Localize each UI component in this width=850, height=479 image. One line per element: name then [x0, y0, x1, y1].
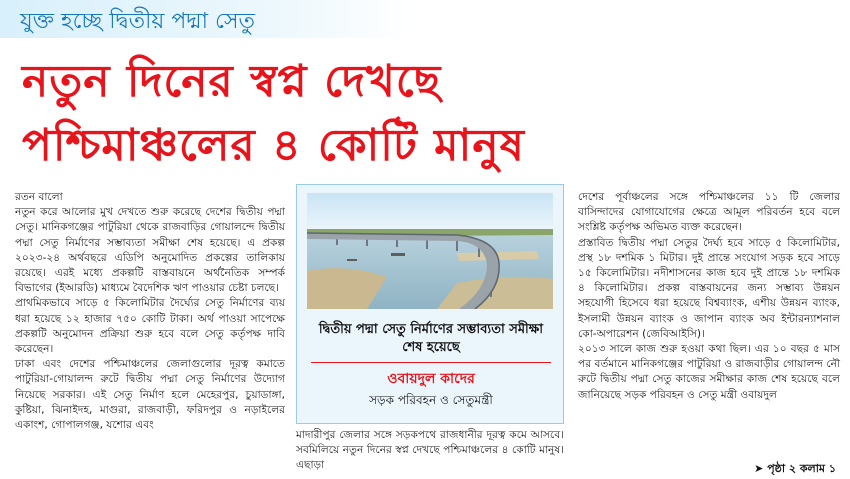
paragraph: নতুন করে আলোর মুখ দেখতে শুরু করেছে দেশের দ্বিতীয় পদ্মা সেতু। মানিকগঞ্জের পাটুরিয়া থেকে রাজবাড়ির গোয়ালন্দে দ্বিতীয় পদ্মা সেতু নির্মাণের সম্ভাব্যতা সমীক্ষা শেষ হয়েছে। এ প্রকল্প ২০২৩-২৪ অর্থবছরে এডিপি অনুমোদিত প্রকল্পের তালিকায় রয়েছে। এরই মধ্যে প্রকল্পটি বাস্তবায়নে অর্থনৈতিক সম্পর্ক বিভাগের (ইআরডি) মাধ্যমে বৈদেশিক ঋণ পাওয়ার চেষ্টা চলছে।	[15, 206, 285, 295]
article-column-left	[15, 190, 285, 433]
paragraph: দেশের পূর্বাঞ্চলের সঙ্গে পশ্চিমাঞ্চলের ১১ টি জেলার বাসিন্দাদের যোগাযোগের ক্ষেত্রে আমূল পরিবর্তন হবে বলে সংশ্লিষ্ট কর্তৃপক্ষ অভিমত ব্যক্ত করেছেন।	[578, 191, 840, 234]
bridge-illustration	[307, 193, 553, 309]
kicker-text: যুক্ত হচ্ছে দ্বিতীয় পদ্মা সেতু	[20, 9, 255, 34]
quote-attribution-title: সড়ক পরিবহন ও সেতুমন্ত্রী	[369, 393, 493, 407]
quote-divider	[311, 362, 551, 363]
headline-line-1: নতুন দিনের স্বপ্ন দেখছে	[22, 56, 442, 107]
paragraph: প্রাথমিকভাবে সাড়ে ৫ কিলোমিটার দৈর্ঘ্যের সেতু নির্মাণের ব্যয় ধরা হয়েছে ১২ হাজার ৭৫০ কোটি টাকা। অর্থ পাওয়া সাপেক্ষে প্রকল্পটি অনুমোদন প্রক্রিয়া শুরু হবে বলে সেতু কর্তৃপক্ষ দাবি করেছেন।	[15, 297, 285, 356]
quote-attribution-name: ওবায়দুল কাদের	[387, 371, 475, 387]
byline: রতন বালো	[15, 191, 63, 203]
continued-on-page-2: ➤ পৃষ্ঠা ২ কলাম ১	[754, 462, 836, 475]
paragraph: ঢাকা এবং দেশের পশ্চিমাঞ্চলের জেলাগুলোর দূরত্ব কমাতে পাটুরিয়া-গোয়ালন্দ রুটে দ্বিতীয় পদ্মা সেতু নির্মাণের উদ্যোগ নিয়েছে সরকার। এই সেতু নির্মাণ হলে মেহেরপুর, চুয়াডাঙ্গা, কুষ্টিয়া, ঝিনাইদহ, মাগুরা, রাজবাড়ী, ফরিদপুর ও নড়াইলের একাংশ, গোপালগঞ্জ, যশোর এবং	[15, 358, 285, 432]
paragraph: মাদারীপুর জেলার সঙ্গে সড়কপথে রাজধানীর দূরত্ব কমে আসবে। সবমিলিয়ে নতুন দিনের স্বপ্ন দেখছে পশ্চিমাঞ্চলের ৪ কোটি মানুষ। এছাড়া	[296, 429, 564, 472]
kicker-banner	[0, 0, 410, 38]
pull-quote: দ্বিতীয় পদ্মা সেতু নির্মাণের সম্ভাব্যতা সমীক্ষা শেষ হয়েছে	[318, 322, 544, 355]
article-column-middle	[296, 428, 564, 474]
paragraph: প্রস্তাবিত দ্বিতীয় পদ্মা সেতুর দৈর্ঘ্য হবে সাড়ে ৫ কিলোমিটার, প্রস্থ ১৮ দশমিক ১ মিটার। দুই প্রান্তে সংযোগ সড়ক হবে সাড়ে ১৫ কিলোমিটার। নদীশাসনের কাজ হবে দুই প্রান্তে ১৮ দশমিক ৪ কিলোমিটার। প্রকল্প বাস্তবায়নের জন্য সম্ভাব্য উন্নয়ন সহযোগী হিসেবে ধরা হয়েছে বিশ্বব্যাংক, এশীয় উন্নয়ন ব্যাংক, ইসলামী উন্নয়ন ব্যাংক ও জাপান ব্যাংক অব ইন্টারন্যাশনাল কো-অপারেশন (জেবিআইসি)।	[578, 236, 840, 340]
bridge-photo	[307, 193, 553, 309]
headline-line-2: পশ্চিমাঞ্চলের ৪ কোটি মানুষ	[22, 120, 525, 171]
feature-box	[296, 184, 564, 424]
article-column-right	[578, 190, 840, 403]
paragraph: ২০১৩ সালে কাজ শুরু হওয়া কথা ছিল। এর ১০ বছর ৫ মাস পর বর্তমানে মানিকগঞ্জের পাটুরিয়া ও রাজবাড়ীর গোয়ালন্দ নৌ রুটে দ্বিতীয় পদ্মা সেতু কাজের সমীক্ষার কাজ শেষ হয়েছে বলে জানিয়েছে সড়ক পরিবহন ও সেতু মন্ত্রী ওবায়দুল	[578, 343, 840, 401]
